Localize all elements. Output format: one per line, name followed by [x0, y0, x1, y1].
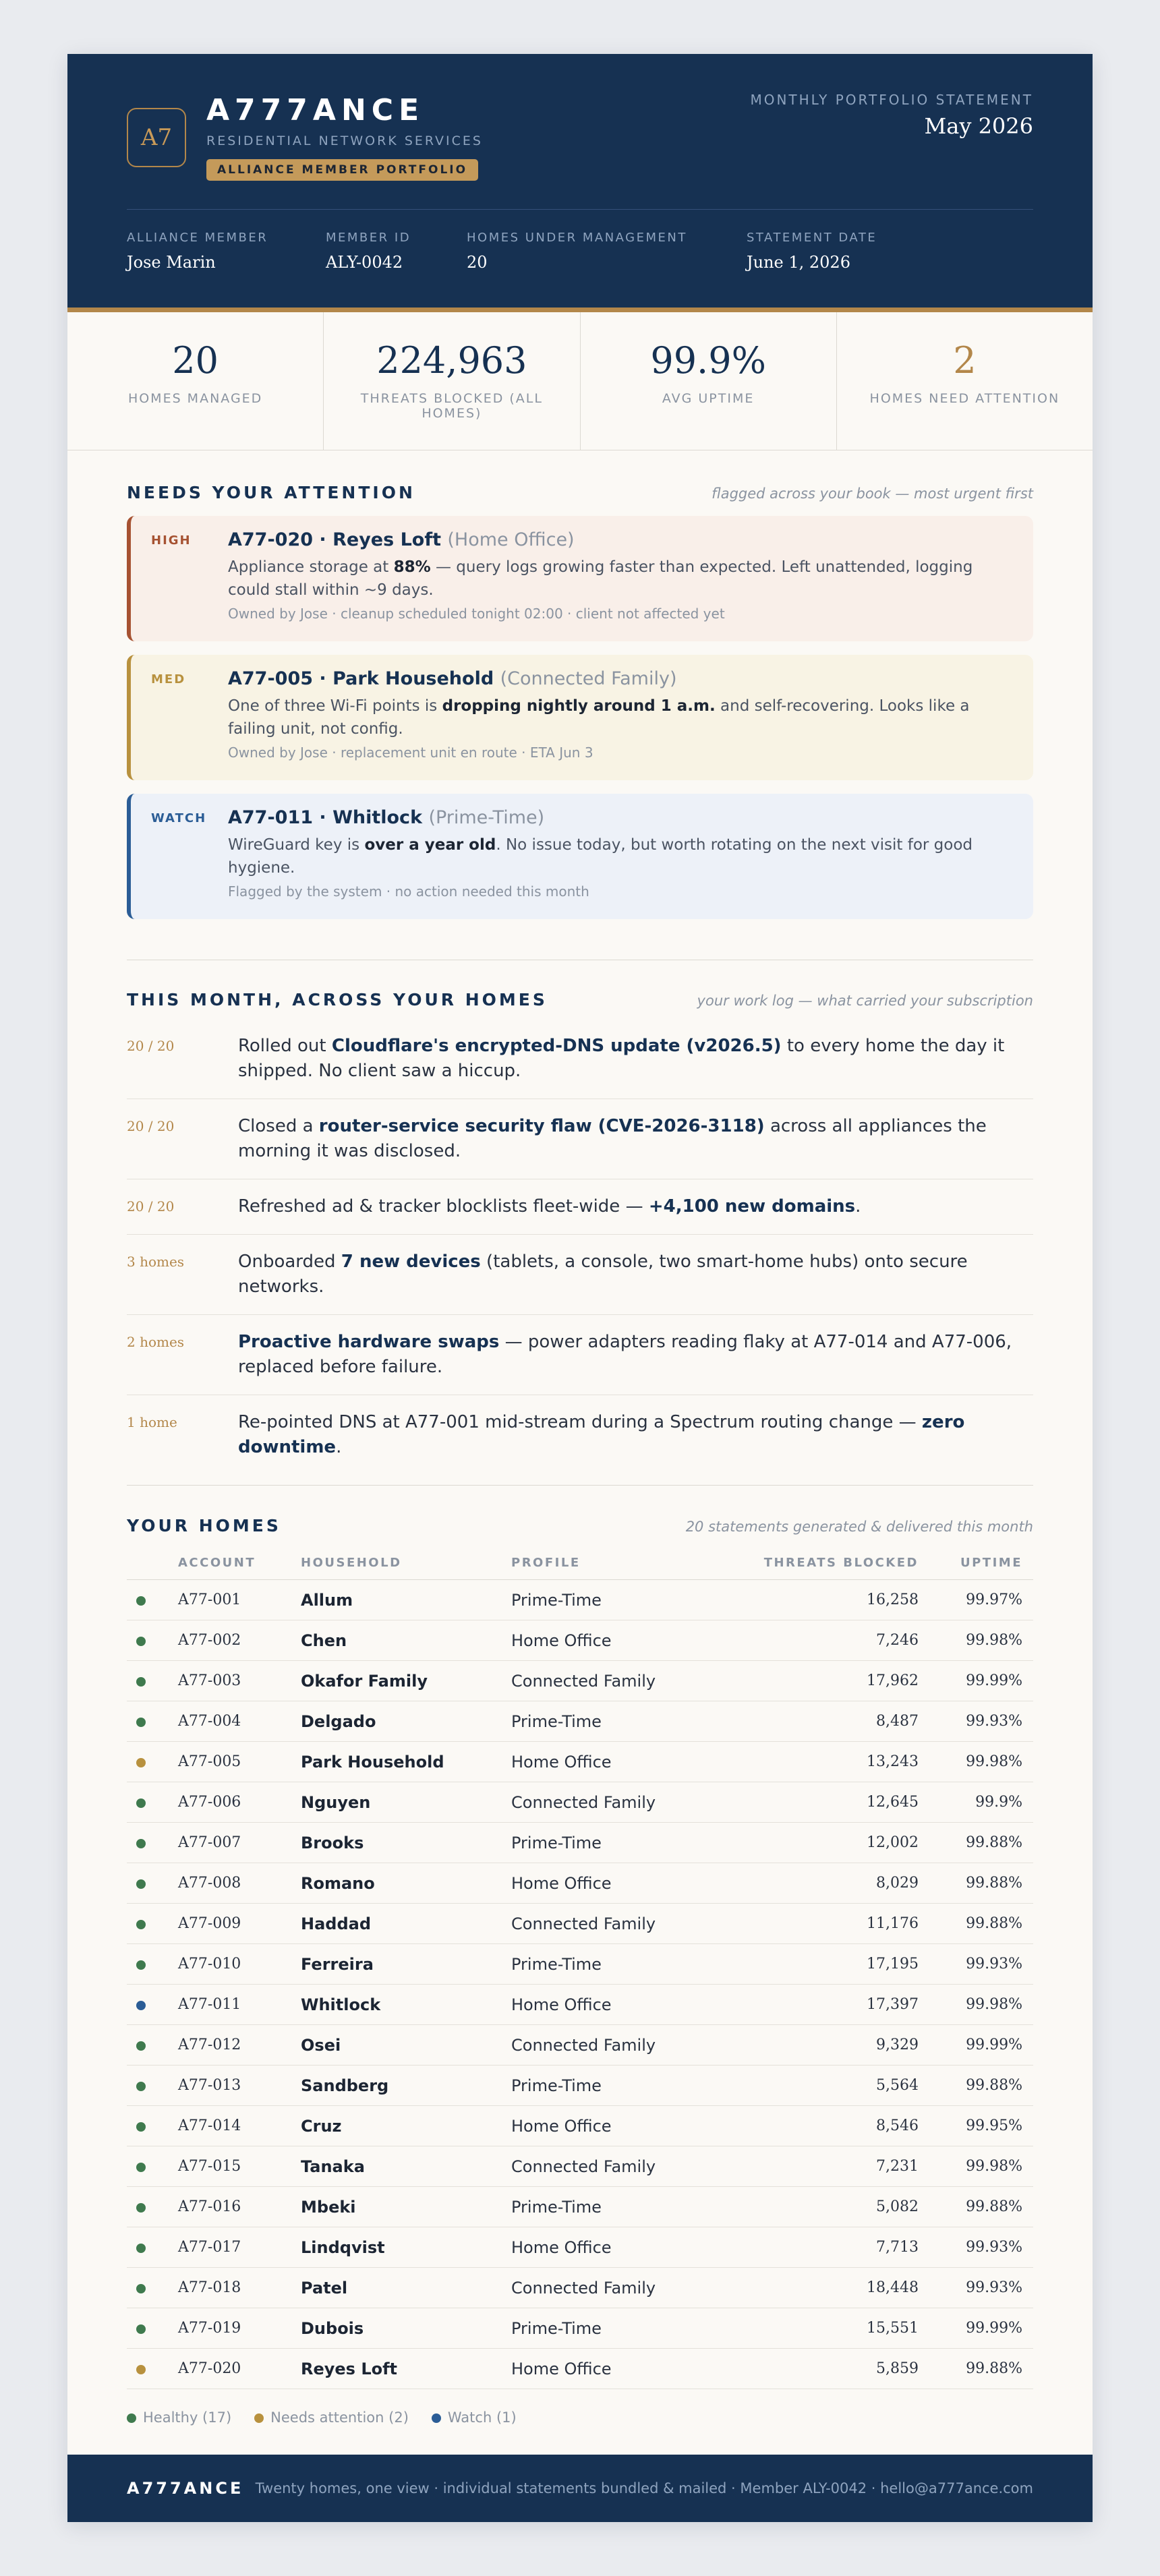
- household-cell: Ferreira: [301, 1944, 511, 1985]
- table-row: [127, 1823, 1033, 1863]
- log-text: Re-pointed DNS at A77-001 mid-stream during a Spectrum routing change — zero downtime.: [238, 1412, 965, 1457]
- status-dot-icon: [136, 1637, 146, 1646]
- kpi-homes-managed: [67, 312, 324, 450]
- uptime-cell: 99.99%: [919, 2308, 1033, 2349]
- column-header: PROFILE: [511, 1548, 708, 1580]
- kpi-label: THREATS BLOCKED (ALL HOMES): [360, 391, 543, 421]
- kpi-label: HOMES MANAGED: [127, 391, 263, 406]
- account-cell: A77-018: [178, 2268, 301, 2308]
- profile-cell: Home Office: [511, 1620, 708, 1661]
- table-row: [127, 1944, 1033, 1985]
- status-dot-icon: [136, 2001, 146, 2010]
- meta-statement-date: [747, 231, 877, 272]
- uptime-cell: 99.98%: [919, 2146, 1033, 2187]
- status-cell: [127, 1701, 178, 1742]
- threats-cell: 12,002: [708, 1823, 919, 1863]
- status-dot-icon: [136, 1879, 146, 1889]
- status-cell: [127, 1742, 178, 1782]
- status-cell: [127, 2268, 178, 2308]
- threats-cell: 8,546: [708, 2106, 919, 2146]
- profile-cell: Connected Family: [511, 2025, 708, 2066]
- account-cell: A77-003: [178, 1661, 301, 1701]
- table-header-row: [127, 1548, 1033, 1580]
- column-header: THREATS BLOCKED: [708, 1548, 919, 1580]
- account-cell: A77-009: [178, 1904, 301, 1944]
- account-cell: A77-005: [178, 1742, 301, 1782]
- kpi-strip: [67, 312, 1093, 450]
- kpi-value: 224,963: [376, 339, 527, 382]
- profile-cell: Home Office: [511, 1985, 708, 2025]
- uptime-cell: 99.88%: [919, 2349, 1033, 2389]
- worklog-list: [127, 1019, 1033, 1475]
- status-cell: [127, 1823, 178, 1863]
- alert-footnote: Owned by Jose · cleanup scheduled tonight 02:00 · client not affected yet: [228, 606, 725, 622]
- alert-title: A77-011 · Whitlock: [228, 807, 423, 828]
- meta-key: MEMBER ID: [326, 231, 411, 245]
- alert-profile: (Prime-Time): [428, 807, 545, 828]
- household-cell: Mbeki: [301, 2187, 511, 2227]
- account-cell: A77-012: [178, 2025, 301, 2066]
- status-dot-icon: [136, 1758, 146, 1767]
- list-item: [127, 1099, 1033, 1179]
- section-note: your work log — what carried your subscription: [697, 993, 1033, 1009]
- table-row: [127, 2308, 1033, 2349]
- uptime-cell: 99.93%: [919, 1701, 1033, 1742]
- household-cell: Dubois: [301, 2308, 511, 2349]
- list-item: [127, 1395, 1033, 1475]
- uptime-cell: 99.88%: [919, 2066, 1033, 2106]
- meta-member: [127, 231, 268, 272]
- section-title: YOUR HOMES: [127, 1516, 281, 1535]
- meta-value: June 1, 2026: [747, 253, 850, 272]
- profile-cell: Home Office: [511, 1742, 708, 1782]
- account-cell: A77-008: [178, 1863, 301, 1904]
- account-cell: A77-002: [178, 1620, 301, 1661]
- household-cell: Okafor Family: [301, 1661, 511, 1701]
- account-cell: A77-014: [178, 2106, 301, 2146]
- coverage-count: 20 / 20: [127, 1198, 175, 1214]
- status-dot-icon: [136, 1718, 146, 1727]
- profile-cell: Prime-Time: [511, 2066, 708, 2106]
- status-dot-icon: [136, 2324, 146, 2334]
- profile-cell: Prime-Time: [511, 1823, 708, 1863]
- household-cell: Whitlock: [301, 1985, 511, 2025]
- threats-cell: 18,448: [708, 2268, 919, 2308]
- household-cell: Park Household: [301, 1742, 511, 1782]
- status-cell: [127, 1661, 178, 1701]
- household-cell: Cruz: [301, 2106, 511, 2146]
- brand-subtitle: RESIDENTIAL NETWORK SERVICES: [206, 134, 483, 148]
- uptime-cell: 99.99%: [919, 1661, 1033, 1701]
- account-cell: A77-007: [178, 1823, 301, 1863]
- threats-cell: 8,029: [708, 1863, 919, 1904]
- meta-key: STATEMENT DATE: [747, 231, 877, 245]
- meta-homes: [467, 231, 687, 272]
- alert-title: A77-020 · Reyes Loft: [228, 529, 441, 550]
- status-dot-icon: [136, 2365, 146, 2374]
- uptime-cell: 99.93%: [919, 2268, 1033, 2308]
- account-cell: A77-010: [178, 1944, 301, 1985]
- status-cell: [127, 2187, 178, 2227]
- threats-cell: 8,487: [708, 1701, 919, 1742]
- homes-section: [127, 1516, 1033, 2426]
- uptime-cell: 99.88%: [919, 1823, 1033, 1863]
- threats-cell: 11,176: [708, 1904, 919, 1944]
- uptime-cell: 99.88%: [919, 1904, 1033, 1944]
- log-text: Refreshed ad & tracker blocklists fleet-wide — +4,100 new domains.: [238, 1196, 861, 1217]
- account-cell: A77-015: [178, 2146, 301, 2187]
- statement-page: [67, 54, 1093, 2522]
- profile-cell: Connected Family: [511, 1904, 708, 1944]
- log-text: Closed a router-service security flaw (CVE-2026-3118) across all appliances the morning it was disclosed.: [238, 1116, 987, 1161]
- threats-cell: 7,246: [708, 1620, 919, 1661]
- profile-cell: Home Office: [511, 2106, 708, 2146]
- meta-value: ALY-0042: [326, 253, 403, 272]
- list-item: [127, 1235, 1033, 1315]
- status-dot-icon: [136, 2041, 146, 2051]
- statement-footer: [67, 2455, 1093, 2522]
- status-dot-icon: [136, 1960, 146, 1970]
- status-cell: [127, 2227, 178, 2268]
- status-cell: [127, 2106, 178, 2146]
- status-cell: [127, 2349, 178, 2389]
- alert-profile: (Connected Family): [500, 668, 677, 689]
- profile-cell: Home Office: [511, 1863, 708, 1904]
- table-row: [127, 1620, 1033, 1661]
- household-cell: Sandberg: [301, 2066, 511, 2106]
- log-text: Rolled out Cloudflare's encrypted-DNS update (v2026.5) to every home the day it shipped. No client saw a hiccup.: [238, 1036, 1005, 1081]
- table-row: [127, 1782, 1033, 1823]
- log-text: Proactive hardware swaps — power adapters reading flaky at A77-014 and A77-006, replaced before failure.: [238, 1332, 1012, 1377]
- status-dot-icon: [136, 2122, 146, 2132]
- status-legend: [127, 2409, 1033, 2426]
- profile-cell: Connected Family: [511, 1782, 708, 1823]
- profile-cell: Connected Family: [511, 2146, 708, 2187]
- account-cell: A77-016: [178, 2187, 301, 2227]
- list-item: [127, 1315, 1033, 1395]
- household-cell: Romano: [301, 1863, 511, 1904]
- account-cell: A77-006: [178, 1782, 301, 1823]
- kpi-label: AVG UPTIME: [662, 391, 755, 406]
- alert-level: HIGH: [151, 533, 192, 548]
- profile-cell: Home Office: [511, 2349, 708, 2389]
- household-cell: Brooks: [301, 1823, 511, 1863]
- uptime-cell: 99.97%: [919, 1580, 1033, 1620]
- threats-cell: 9,329: [708, 2025, 919, 2066]
- table-row: [127, 1863, 1033, 1904]
- threats-cell: 5,564: [708, 2066, 919, 2106]
- log-text: Onboarded 7 new devices (tablets, a console, two smart-home hubs) onto secure networks.: [238, 1252, 968, 1297]
- alert-description: Appliance storage at 88% — query logs growing faster than expected. Left unattended, logging could stall within ~9 days.: [228, 558, 973, 599]
- household-cell: Patel: [301, 2268, 511, 2308]
- table-row: [127, 1661, 1033, 1701]
- statement-header: [67, 54, 1093, 312]
- alert-title: A77-005 · Park Household: [228, 668, 494, 689]
- table-row: [127, 1580, 1033, 1620]
- threats-cell: 7,713: [708, 2227, 919, 2268]
- uptime-cell: 99.88%: [919, 1863, 1033, 1904]
- alert-level: WATCH: [151, 811, 207, 825]
- alert-card: [127, 516, 1033, 641]
- alert-profile: (Home Office): [447, 529, 575, 550]
- kpi-value: 99.9%: [650, 339, 766, 382]
- account-cell: A77-004: [178, 1701, 301, 1742]
- section-note: 20 statements generated & delivered this month: [685, 1519, 1033, 1535]
- table-row: [127, 2025, 1033, 2066]
- table-row: [127, 2349, 1033, 2389]
- status-dot-icon: [432, 2413, 441, 2423]
- account-cell: A77-011: [178, 1985, 301, 2025]
- status-dot-icon: [136, 2203, 146, 2213]
- brand-name: A777ANCE: [206, 93, 425, 127]
- status-cell: [127, 2066, 178, 2106]
- account-cell: A77-013: [178, 2066, 301, 2106]
- status-cell: [127, 1985, 178, 2025]
- meta-key: ALLIANCE MEMBER: [127, 231, 268, 245]
- alert-description: WireGuard key is over a year old. No issue today, but worth rotating on the next visit for good hygiene.: [228, 836, 973, 877]
- household-cell: Tanaka: [301, 2146, 511, 2187]
- legend-item: [254, 2409, 409, 2426]
- threats-cell: 7,231: [708, 2146, 919, 2187]
- section-divider: [127, 1485, 1033, 1486]
- section-title: THIS MONTH, ACROSS YOUR HOMES: [127, 990, 548, 1009]
- account-cell: A77-020: [178, 2349, 301, 2389]
- uptime-cell: 99.98%: [919, 1620, 1033, 1661]
- coverage-count: 1 home: [127, 1414, 177, 1430]
- household-cell: Haddad: [301, 1904, 511, 1944]
- threats-cell: 5,082: [708, 2187, 919, 2227]
- account-cell: A77-017: [178, 2227, 301, 2268]
- attention-section: [127, 483, 1033, 919]
- kpi-value: 2: [953, 339, 977, 382]
- status-dot-icon: [136, 1798, 146, 1808]
- meta-member-id: [326, 231, 411, 272]
- household-cell: Nguyen: [301, 1782, 511, 1823]
- status-dot-icon: [136, 1839, 146, 1848]
- profile-cell: Home Office: [511, 2227, 708, 2268]
- status-cell: [127, 2146, 178, 2187]
- table-row: [127, 1985, 1033, 2025]
- household-cell: Delgado: [301, 1701, 511, 1742]
- status-dot-icon: [136, 1677, 146, 1687]
- column-header: UPTIME: [919, 1548, 1033, 1580]
- coverage-count: 3 homes: [127, 1254, 185, 1270]
- threats-cell: 17,962: [708, 1661, 919, 1701]
- brand-logo: A7: [127, 108, 186, 167]
- profile-cell: Prime-Time: [511, 1701, 708, 1742]
- table-row: [127, 2187, 1033, 2227]
- column-header: HOUSEHOLD: [301, 1548, 511, 1580]
- table-row: [127, 1904, 1033, 1944]
- homes-table: [127, 1548, 1033, 2389]
- threats-cell: 15,551: [708, 2308, 919, 2349]
- status-dot-icon: [136, 2163, 146, 2172]
- homes-table-body: [127, 1580, 1033, 2389]
- profile-cell: Prime-Time: [511, 2187, 708, 2227]
- table-row: [127, 2066, 1033, 2106]
- status-cell: [127, 1904, 178, 1944]
- uptime-cell: 99.9%: [919, 1782, 1033, 1823]
- uptime-cell: 99.93%: [919, 2227, 1033, 2268]
- table-row: [127, 1701, 1033, 1742]
- alert-card: [127, 794, 1033, 919]
- status-column-header: [127, 1548, 178, 1580]
- account-cell: A77-001: [178, 1580, 301, 1620]
- uptime-cell: 99.88%: [919, 2187, 1033, 2227]
- coverage-count: 20 / 20: [127, 1038, 175, 1054]
- meta-value: 20: [467, 253, 488, 272]
- footer-brand: A777ANCE: [127, 2479, 244, 2498]
- status-dot-icon: [127, 2413, 136, 2423]
- coverage-count: 20 / 20: [127, 1118, 175, 1134]
- status-cell: [127, 2025, 178, 2066]
- profile-cell: Connected Family: [511, 1661, 708, 1701]
- uptime-cell: 99.93%: [919, 1944, 1033, 1985]
- kpi-need-attention: [837, 312, 1093, 450]
- threats-cell: 5,859: [708, 2349, 919, 2389]
- profile-cell: Connected Family: [511, 2268, 708, 2308]
- alert-footnote: Flagged by the system · no action needed this month: [228, 883, 589, 900]
- threats-cell: 17,195: [708, 1944, 919, 1985]
- kpi-avg-uptime: [581, 312, 837, 450]
- status-dot-icon: [136, 2284, 146, 2293]
- legend-label: Needs attention (2): [270, 2409, 409, 2426]
- kpi-label: HOMES NEED ATTENTION: [869, 391, 1060, 406]
- legend-item: [432, 2409, 517, 2426]
- alert-card: [127, 655, 1033, 780]
- statement-label: MONTHLY PORTFOLIO STATEMENT: [750, 92, 1033, 108]
- threats-cell: 13,243: [708, 1742, 919, 1782]
- profile-cell: Prime-Time: [511, 2308, 708, 2349]
- status-dot-icon: [136, 2244, 146, 2253]
- column-header: ACCOUNT: [178, 1548, 301, 1580]
- status-dot-icon: [136, 1596, 146, 1606]
- kpi-threats-blocked: [324, 312, 580, 450]
- worklog-section: [127, 990, 1033, 1475]
- alert-footnote: Owned by Jose · replacement unit en route · ETA Jun 3: [228, 744, 593, 761]
- household-cell: Allum: [301, 1580, 511, 1620]
- status-dot-icon: [136, 2082, 146, 2091]
- status-cell: [127, 1944, 178, 1985]
- coverage-count: 2 homes: [127, 1334, 185, 1350]
- status-dot-icon: [136, 1920, 146, 1929]
- portfolio-badge: ALLIANCE MEMBER PORTFOLIO: [206, 159, 478, 181]
- alert-description: One of three Wi-Fi points is dropping nightly around 1 a.m. and self-recovering. Looks like a failing unit, not config.: [228, 697, 970, 738]
- meta-value: Jose Marin: [127, 253, 216, 272]
- table-row: [127, 2268, 1033, 2308]
- section-note: flagged across your book — most urgent first: [712, 486, 1033, 502]
- threats-cell: 12,645: [708, 1782, 919, 1823]
- table-row: [127, 1742, 1033, 1782]
- threats-cell: 16,258: [708, 1580, 919, 1620]
- statement-month: May 2026: [924, 113, 1033, 139]
- profile-cell: Prime-Time: [511, 1580, 708, 1620]
- legend-label: Watch (1): [447, 2409, 517, 2426]
- header-divider: [127, 209, 1033, 210]
- household-cell: Reyes Loft: [301, 2349, 511, 2389]
- kpi-value: 20: [172, 339, 219, 382]
- status-cell: [127, 2308, 178, 2349]
- meta-key: HOMES UNDER MANAGEMENT: [467, 231, 687, 245]
- household-cell: Lindqvist: [301, 2227, 511, 2268]
- uptime-cell: 99.99%: [919, 2025, 1033, 2066]
- legend-label: Healthy (17): [143, 2409, 232, 2426]
- list-item: [127, 1179, 1033, 1235]
- uptime-cell: 99.98%: [919, 1985, 1033, 2025]
- status-cell: [127, 1782, 178, 1823]
- status-cell: [127, 1863, 178, 1904]
- account-cell: A77-019: [178, 2308, 301, 2349]
- table-row: [127, 2146, 1033, 2187]
- household-cell: Chen: [301, 1620, 511, 1661]
- profile-cell: Prime-Time: [511, 1944, 708, 1985]
- uptime-cell: 99.95%: [919, 2106, 1033, 2146]
- uptime-cell: 99.98%: [919, 1742, 1033, 1782]
- alert-level: MED: [151, 672, 186, 686]
- threats-cell: 17,397: [708, 1985, 919, 2025]
- legend-item: [127, 2409, 231, 2426]
- section-title: NEEDS YOUR ATTENTION: [127, 483, 415, 502]
- footer-text: Twenty homes, one view · individual statements bundled & mailed · Member ALY-0042 · hello@a777ance.com: [255, 2480, 1033, 2496]
- status-dot-icon: [254, 2413, 264, 2423]
- table-row: [127, 2227, 1033, 2268]
- status-cell: [127, 1580, 178, 1620]
- status-cell: [127, 1620, 178, 1661]
- table-row: [127, 2106, 1033, 2146]
- household-cell: Osei: [301, 2025, 511, 2066]
- list-item: [127, 1019, 1033, 1099]
